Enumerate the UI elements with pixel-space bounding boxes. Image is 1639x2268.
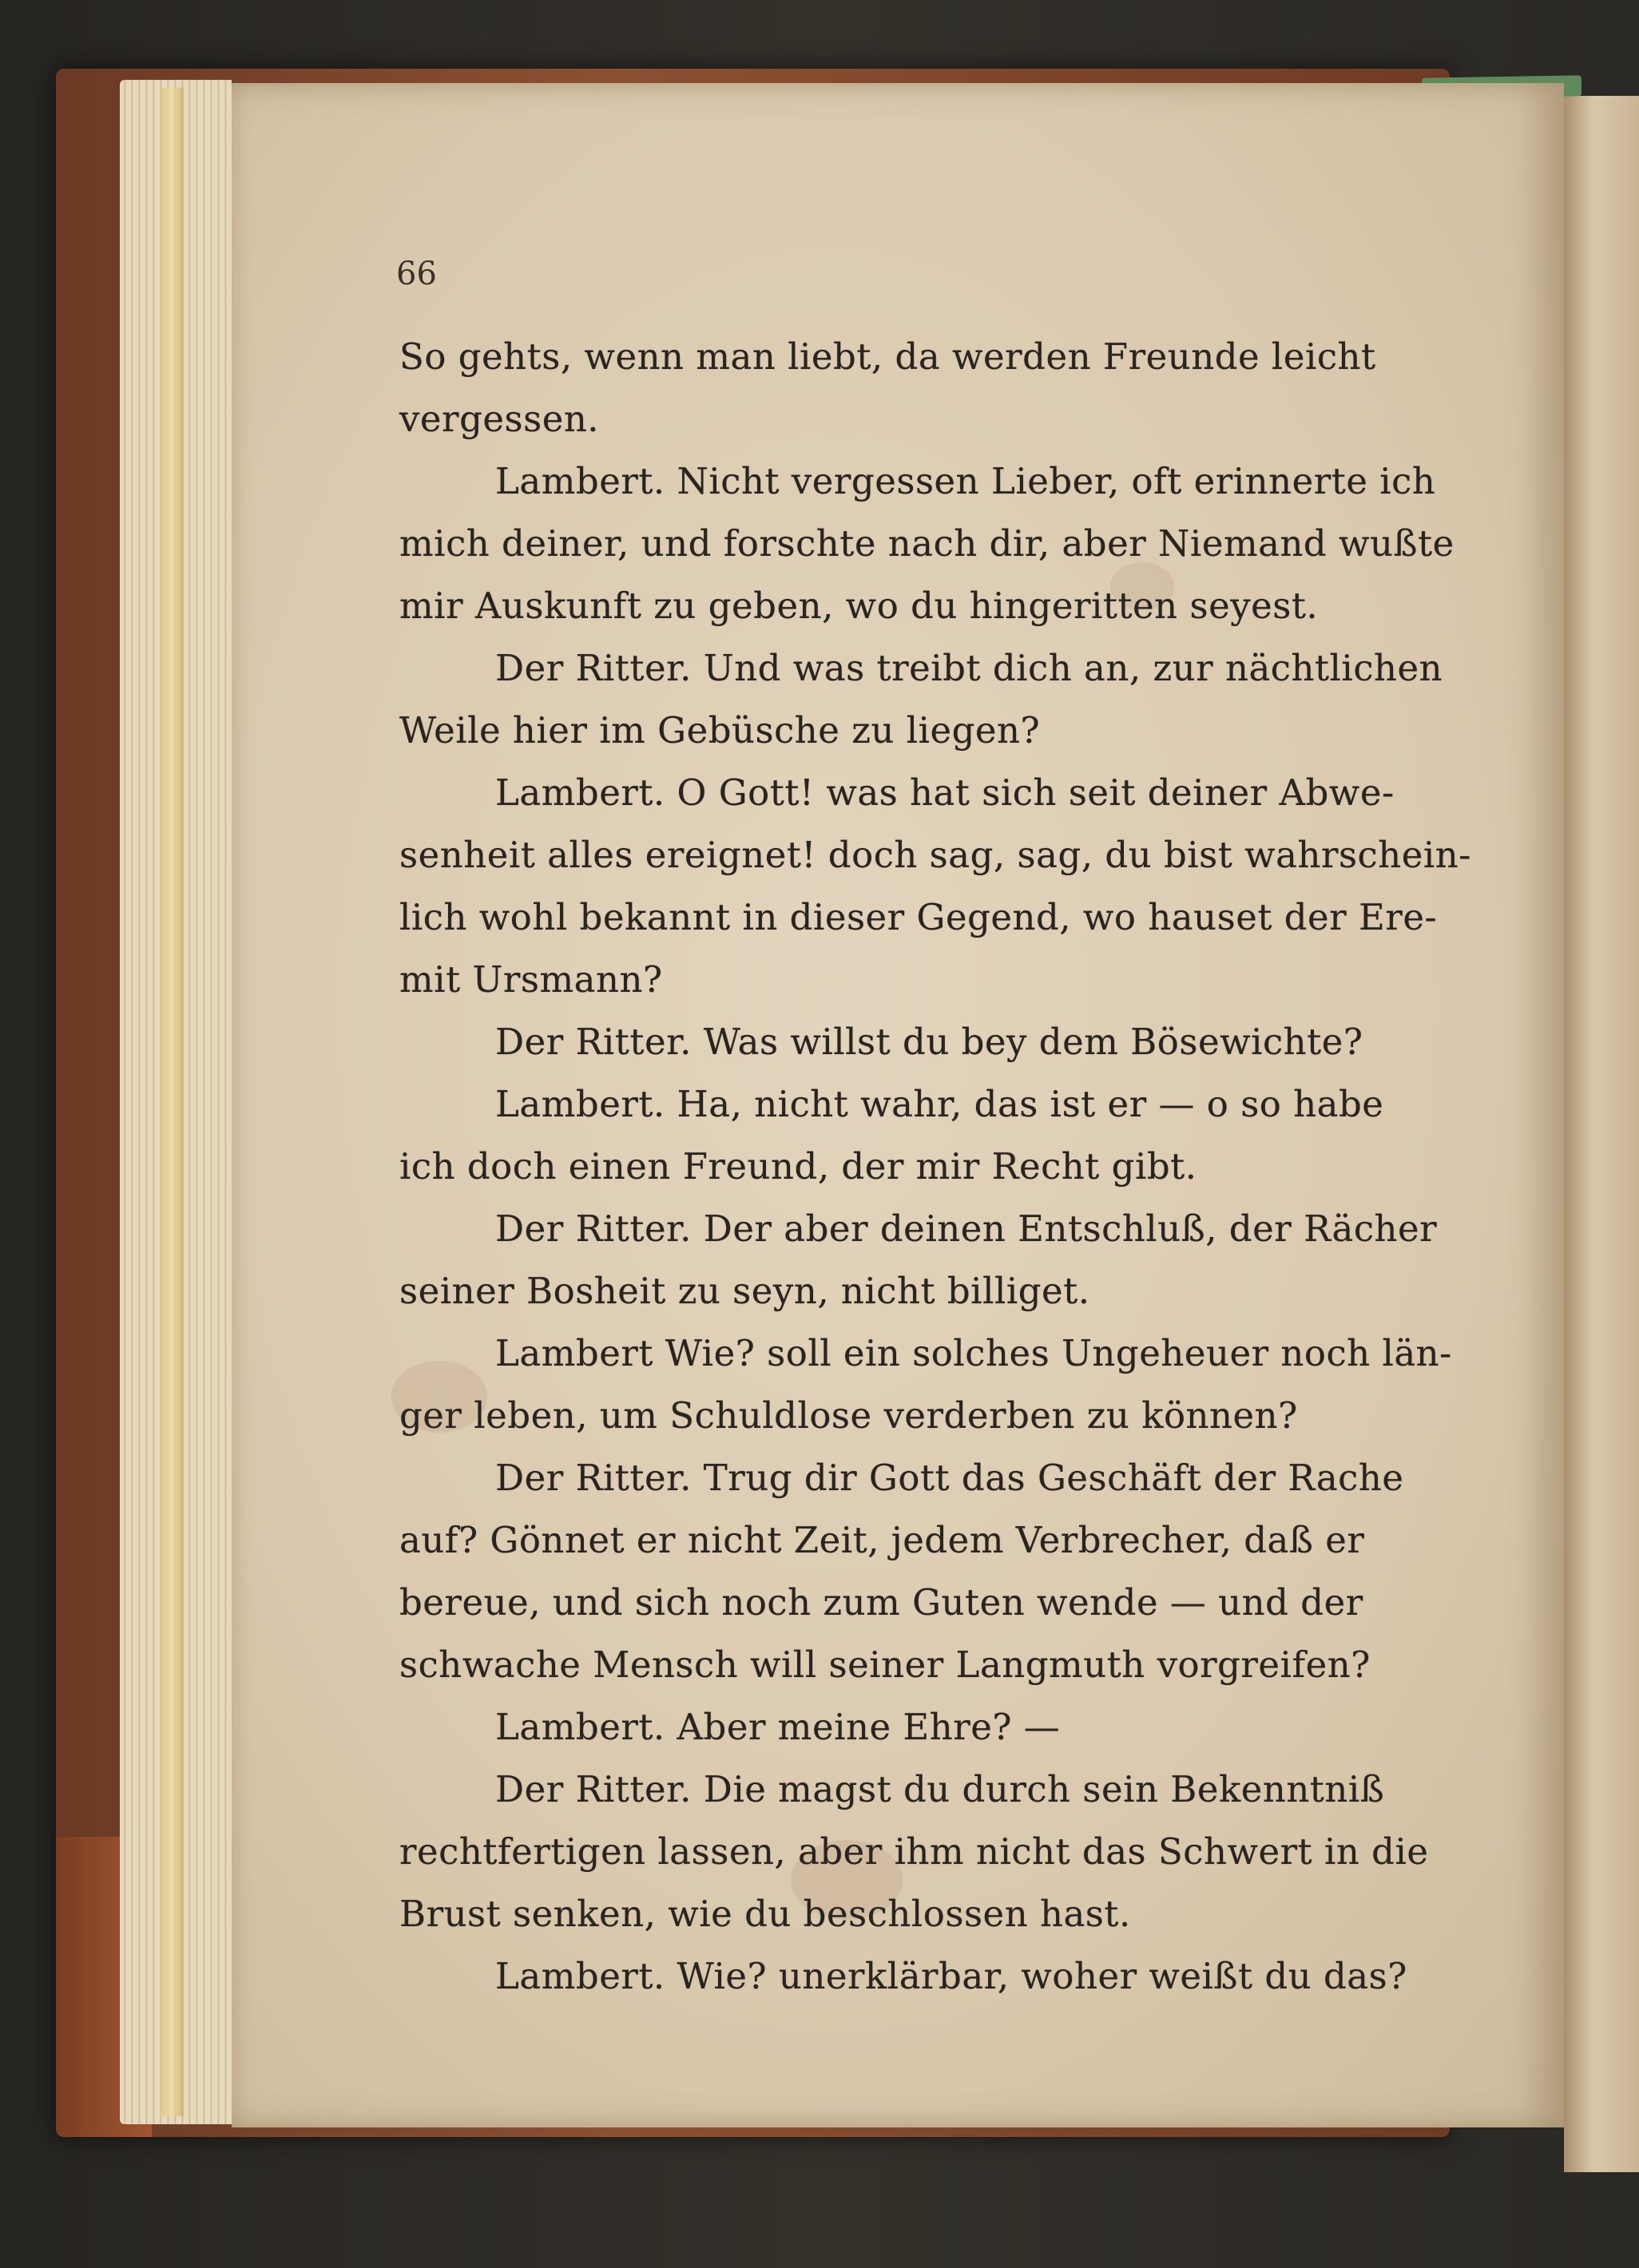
text-line: Weile hier im Gebüsche zu liegen?	[399, 709, 1041, 751]
text-line: Lambert. Wie? unerklärbar, woher weißt du das?	[495, 1955, 1407, 1997]
text-line: Lambert. Ha, nicht wahr, das ist er — o so habe	[495, 1083, 1384, 1125]
text-line: lich wohl bekannt in dieser Gegend, wo hauset der Ere-	[399, 896, 1438, 938]
text-line: mit Ursmann?	[399, 958, 663, 1001]
text-line: Lambert. Nicht vergessen Lieber, oft erinnerte ich	[495, 460, 1436, 502]
text-line: mir Auskunft zu geben, wo du hingeritten seyest.	[399, 585, 1319, 627]
gilt-edge	[160, 88, 184, 2116]
text-line: vergessen.	[399, 398, 600, 440]
text-line: auf? Gönnet er nicht Zeit, jedem Verbrecher, daß er	[399, 1519, 1365, 1561]
text-line: schwache Mensch will seiner Langmuth vorgreifen?	[399, 1644, 1371, 1686]
facing-page-edge	[1564, 96, 1639, 2172]
text-line: Der Ritter. Die magst du durch sein Bekenntniß	[495, 1768, 1385, 1810]
text-line: ich doch einen Freund, der mir Recht gibt.	[399, 1145, 1197, 1188]
text-line: Der Ritter. Was willst du bey dem Bösewichte?	[495, 1021, 1363, 1063]
text-line: Der Ritter. Der aber deinen Entschluß, der Rächer	[495, 1207, 1438, 1250]
text-line: bereue, und sich noch zum Guten wende — und der	[399, 1581, 1363, 1624]
text-line: Der Ritter. Trug dir Gott das Geschäft der Rache	[495, 1457, 1404, 1499]
text-line: senheit alles ereignet! doch sag, sag, du bist wahrschein-	[399, 834, 1471, 876]
page-number: 66	[396, 256, 437, 292]
text-line: seiner Bosheit zu seyn, nicht billiget.	[399, 1270, 1090, 1312]
text-line: Lambert Wie? soll ein solches Ungeheuer noch län-	[495, 1332, 1452, 1374]
text-line: Lambert. Aber meine Ehre? —	[495, 1706, 1061, 1748]
text-line: Lambert. O Gott! was hat sich seit deiner Abwe-	[495, 771, 1395, 814]
text-line: Brust senken, wie du beschlossen hast.	[399, 1893, 1131, 1935]
text-line: So gehts, wenn man liebt, da werden Freunde leicht	[399, 335, 1376, 378]
text-line: rechtfertigen lassen, aber ihm nicht das Schwert in die	[399, 1830, 1429, 1873]
text-line: mich deiner, und forschte nach dir, aber Niemand wußte	[399, 522, 1454, 565]
text-line: ger leben, um Schuldlose verderben zu können?	[399, 1394, 1298, 1437]
text-line: Der Ritter. Und was treibt dich an, zur nächtlichen	[495, 647, 1443, 689]
